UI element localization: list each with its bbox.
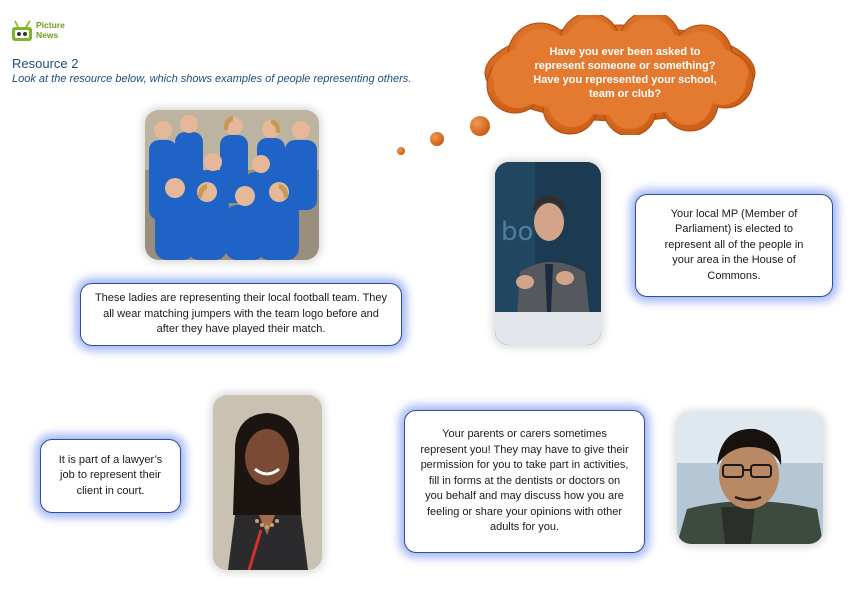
resource-subtitle: Look at the resource below, which shows examples of people representing others.	[12, 73, 412, 85]
picture-news-logo	[10, 20, 72, 50]
thought-dot-medium	[430, 132, 444, 146]
thought-dot-large	[470, 116, 490, 136]
parents-caption: Your parents or carers sometimes represent you! They may have to give their permission for you to take part in activities, fill in forms at the dentists or doctors on you behalf and may discuss how you are feeling or share your opinions with other adults for you.	[404, 410, 645, 553]
resource-title: Resource 2	[12, 56, 79, 71]
football-caption: These ladies are representing their local football team. They all wear matching jumpers with the team logo before and after they have played their match.	[80, 283, 402, 346]
mp-photo	[495, 162, 601, 345]
lawyer-caption: It is part of a lawyer’s job to represent their client in court.	[40, 439, 181, 513]
tv-icon	[10, 20, 36, 44]
mp-caption: Your local MP (Member of Parliament) is elected to represent all of the people in your area in the House of Commons.	[635, 194, 833, 297]
football-team-photo	[145, 110, 319, 260]
lawyer-photo	[213, 395, 322, 570]
thought-dot-small	[397, 147, 405, 155]
svg-text:bo: bo	[501, 217, 534, 247]
thought-bubble-text: Have you ever been asked to represent someone or something? Have you represented your school, team or club?	[533, 46, 717, 100]
logo-wordmark: Picture News	[36, 20, 65, 40]
parent-photo	[677, 413, 823, 544]
